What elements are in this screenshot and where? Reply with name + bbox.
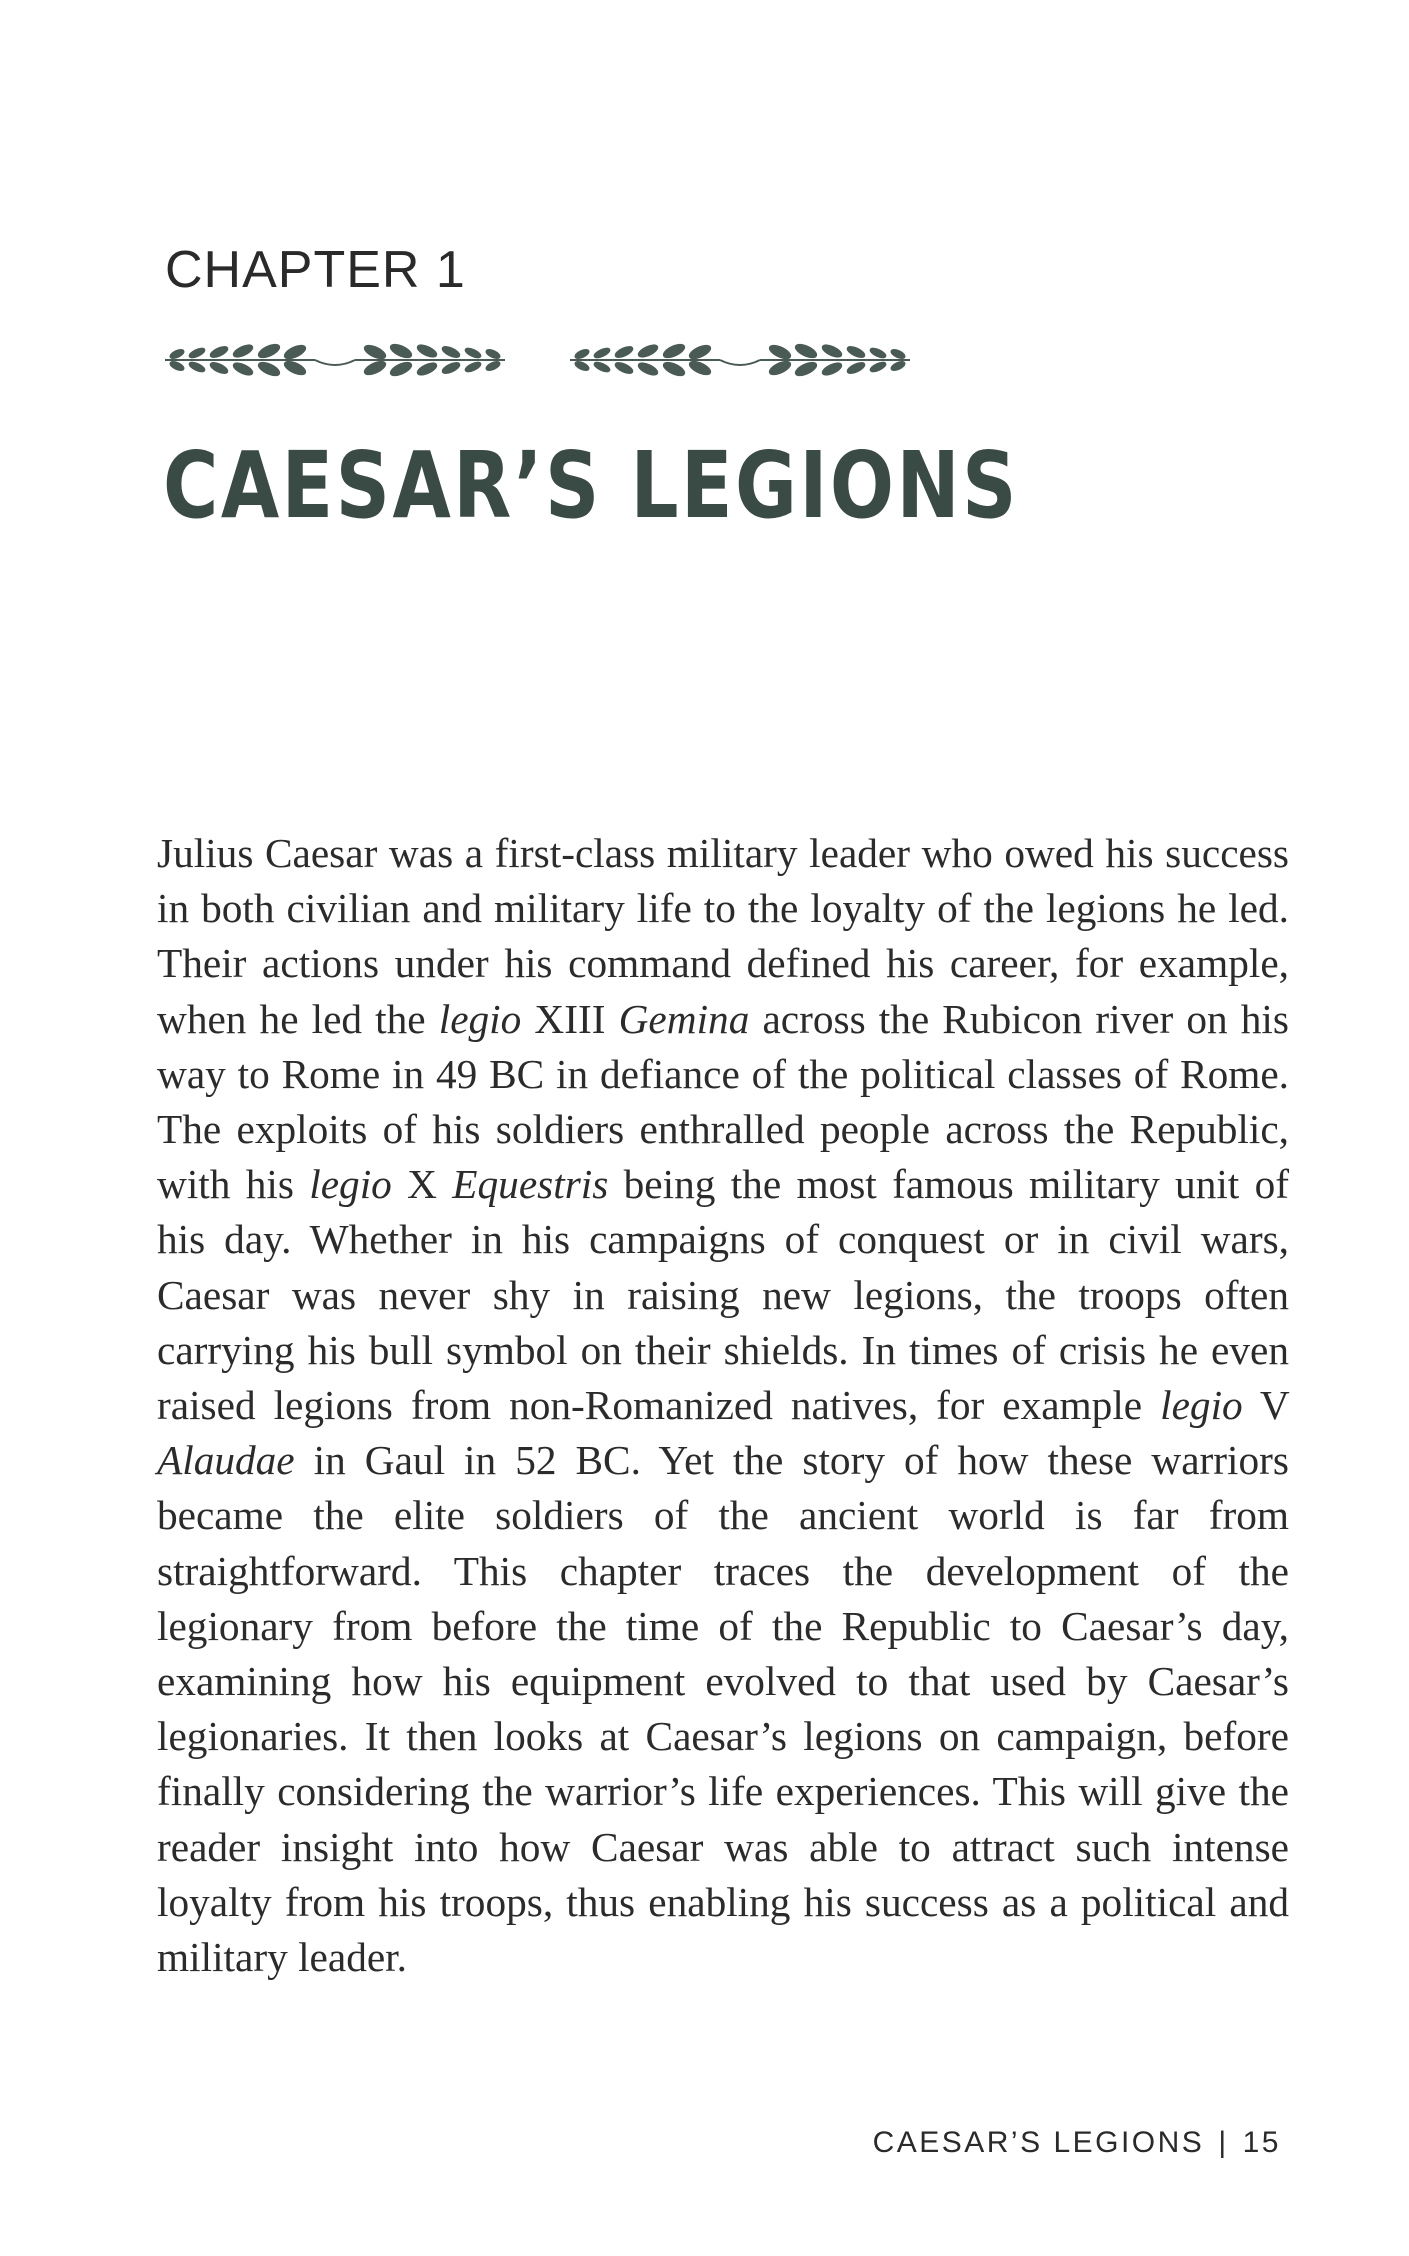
text-run: X [391,1161,453,1208]
chapter-label: CHAPTER 1 [165,241,466,299]
running-footer [873,2126,1281,2160]
text-run: across the Rubicon river on his way to Rome in 49 BC in defiance of the political classes of Rome. The exploits of his soldiers enthralled people across the Republic, with his [157,995,1289,1208]
text-run: in Gaul in 52 BC. Yet the story of how these warriors became the elite soldiers of the ancient world is far from straightforward. This chapter traces the development of the legionary from before the time of the Republic to Caesar’s day, examining how his equipment evolved to that used by Caesar’s legionaries. It then looks at Caesar’s legions on campaign, before finally considering the warrior’s life experiences. This will give the reader insight into how Caesar was able to attract such intense loyalty from his troops, thus enabling his success as a political and military leader. [157,1437,1289,1981]
italic-term: legio [438,995,522,1042]
italic-term: Equestris [452,1161,609,1208]
body-paragraph [157,826,1289,1985]
running-head: CAESAR’S LEGIONS [872,2126,1205,2159]
laurel-divider-icon [165,340,945,380]
italic-term: legio [1160,1382,1243,1429]
body-text [157,826,1289,1985]
page-number: 15 [1242,2126,1281,2159]
text-run: being the most famous military unit of his day. Whether in his campaigns of conquest or in civil wars, Caesar was never shy in raising new legions, the troops often carrying his bull symbol on their shields. In times of crisis he even raised legions from non-Romanized natives, for example [157,1161,1290,1429]
text-run: XIII [521,995,619,1042]
italic-term: Gemina [618,995,750,1042]
chapter-title: CAESAR’S LEGIONS [163,432,1019,539]
italic-term: legio [309,1161,392,1208]
text-run: V [1242,1382,1290,1429]
text-run: Julius Caesar was a first-class military leader who owed his success in both civilian and military life to the loyalty of the legions he led. Their actions under his command defined his career, for example, when he led the [157,830,1289,1042]
italic-term: Alaudae [157,1437,295,1484]
footer-separator: | [1218,2126,1229,2159]
